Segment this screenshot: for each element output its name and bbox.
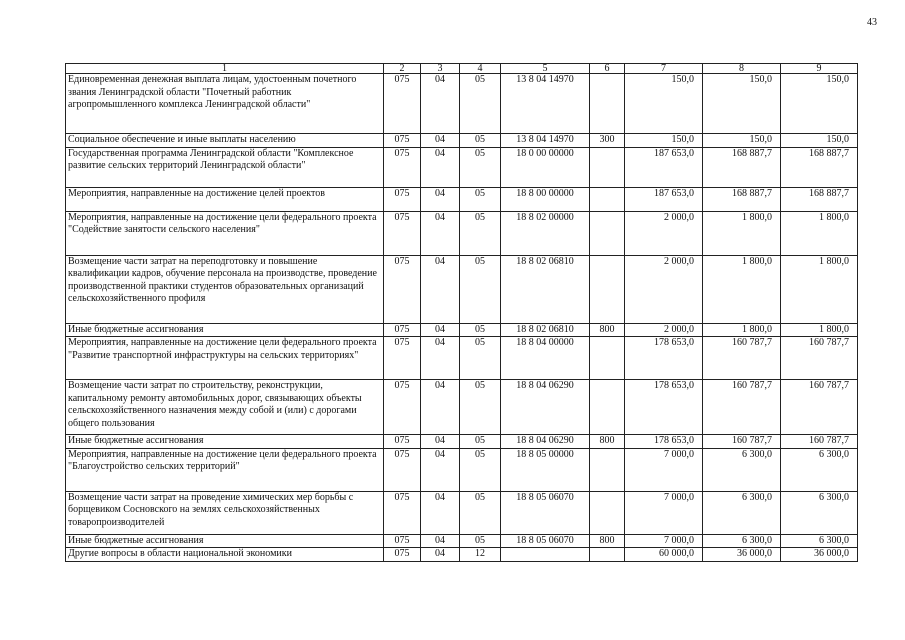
cell-expense-type [590, 491, 625, 534]
cell-ministry: 075 [384, 323, 421, 337]
cell-section: 04 [421, 448, 460, 491]
cell-ministry: 075 [384, 147, 421, 187]
row-description: Социальное обеспечение и иные выплаты населению [66, 134, 384, 148]
row-description: Возмещение части затрат по строительству, реконструкции, капитальному ремонту автомобильных дорог, связывающих объекты сельскохозяйственного назначения между собой и (или) с дорогами общего пользования [66, 380, 384, 435]
cell-amount-col8: 150,0 [703, 134, 781, 148]
table-row [66, 435, 858, 449]
row-description: Иные бюджетные ассигнования [66, 534, 384, 548]
cell-amount-col7: 60 000,0 [625, 548, 703, 562]
cell-section: 04 [421, 548, 460, 562]
header-cell: 4 [460, 64, 501, 74]
table-row [66, 147, 858, 187]
table-row [66, 380, 858, 435]
cell-amount-col7: 2 000,0 [625, 255, 703, 323]
table-row [66, 187, 858, 211]
row-description: Иные бюджетные ассигнования [66, 435, 384, 449]
cell-amount-col7: 150,0 [625, 74, 703, 134]
cell-section: 04 [421, 187, 460, 211]
cell-amount-col9: 1 800,0 [781, 255, 858, 323]
table-row [66, 548, 858, 562]
header-cell: 7 [625, 64, 703, 74]
cell-section: 04 [421, 534, 460, 548]
header-cell: 3 [421, 64, 460, 74]
row-description: Мероприятия, направленные на достижение цели федерального проекта "Развитие транспортной инфраструктуры на сельских территориях" [66, 337, 384, 380]
cell-amount-col8: 160 787,7 [703, 435, 781, 449]
cell-amount-col8: 168 887,7 [703, 187, 781, 211]
row-description: Возмещение части затрат на переподготовку и повышение квалификации кадров, обучение персонала на производстве, проведение производственной практики студентов образовательных организаций сельскохозяйственного профиля [66, 255, 384, 323]
cell-target-article [501, 548, 590, 562]
cell-target-article: 18 8 02 06810 [501, 255, 590, 323]
cell-amount-col7: 178 653,0 [625, 380, 703, 435]
cell-expense-type: 300 [590, 134, 625, 148]
cell-ministry: 075 [384, 255, 421, 323]
cell-expense-type [590, 255, 625, 323]
cell-section: 04 [421, 380, 460, 435]
cell-target-article: 18 8 02 00000 [501, 211, 590, 255]
table-row [66, 448, 858, 491]
cell-subsection: 05 [460, 147, 501, 187]
cell-ministry: 075 [384, 380, 421, 435]
cell-subsection: 05 [460, 448, 501, 491]
cell-target-article: 18 0 00 00000 [501, 147, 590, 187]
cell-target-article: 18 8 05 06070 [501, 534, 590, 548]
header-cell: 8 [703, 64, 781, 74]
table-row [66, 134, 858, 148]
cell-ministry: 075 [384, 337, 421, 380]
cell-ministry: 075 [384, 491, 421, 534]
cell-expense-type: 800 [590, 534, 625, 548]
table-row [66, 534, 858, 548]
row-description: Иные бюджетные ассигнования [66, 323, 384, 337]
cell-amount-col8: 1 800,0 [703, 255, 781, 323]
cell-section: 04 [421, 491, 460, 534]
cell-subsection: 05 [460, 187, 501, 211]
cell-section: 04 [421, 211, 460, 255]
cell-amount-col9: 160 787,7 [781, 435, 858, 449]
row-description: Возмещение части затрат на проведение химических мер борьбы с борщевиком Сосновского на землях сельскохозяйственных товаропроизводителей [66, 491, 384, 534]
cell-section: 04 [421, 255, 460, 323]
cell-expense-type: 800 [590, 323, 625, 337]
cell-expense-type [590, 74, 625, 134]
cell-ministry: 075 [384, 187, 421, 211]
cell-expense-type [590, 187, 625, 211]
page-number: 43 [867, 17, 877, 28]
cell-amount-col8: 160 787,7 [703, 337, 781, 380]
cell-subsection: 12 [460, 548, 501, 562]
cell-amount-col8: 6 300,0 [703, 491, 781, 534]
cell-amount-col9: 160 787,7 [781, 380, 858, 435]
cell-target-article: 13 8 04 14970 [501, 134, 590, 148]
cell-amount-col7: 7 000,0 [625, 534, 703, 548]
cell-target-article: 13 8 04 14970 [501, 74, 590, 134]
cell-expense-type [590, 448, 625, 491]
cell-target-article: 18 8 00 00000 [501, 187, 590, 211]
cell-amount-col7: 187 653,0 [625, 187, 703, 211]
cell-subsection: 05 [460, 134, 501, 148]
cell-amount-col7: 178 653,0 [625, 337, 703, 380]
row-description: Государственная программа Ленинградской области "Комплексное развитие сельских территорий Ленинградской области" [66, 147, 384, 187]
cell-amount-col8: 150,0 [703, 74, 781, 134]
cell-ministry: 075 [384, 448, 421, 491]
cell-amount-col7: 2 000,0 [625, 323, 703, 337]
cell-amount-col9: 168 887,7 [781, 187, 858, 211]
row-description: Другие вопросы в области национальной экономики [66, 548, 384, 562]
cell-expense-type [590, 147, 625, 187]
row-description: Мероприятия, направленные на достижение цели федерального проекта "Благоустройство сельских территорий" [66, 448, 384, 491]
cell-amount-col9: 150,0 [781, 74, 858, 134]
cell-subsection: 05 [460, 211, 501, 255]
cell-target-article: 18 8 05 06070 [501, 491, 590, 534]
table-row [66, 337, 858, 380]
cell-section: 04 [421, 337, 460, 380]
cell-target-article: 18 8 04 06290 [501, 435, 590, 449]
cell-amount-col8: 6 300,0 [703, 534, 781, 548]
cell-ministry: 075 [384, 134, 421, 148]
cell-target-article: 18 8 04 00000 [501, 337, 590, 380]
cell-expense-type [590, 337, 625, 380]
cell-amount-col7: 187 653,0 [625, 147, 703, 187]
cell-amount-col9: 1 800,0 [781, 323, 858, 337]
cell-target-article: 18 8 02 06810 [501, 323, 590, 337]
cell-expense-type [590, 380, 625, 435]
budget-table [65, 63, 858, 562]
cell-amount-col7: 7 000,0 [625, 491, 703, 534]
row-description: Мероприятия, направленные на достижение целей проектов [66, 187, 384, 211]
cell-amount-col7: 7 000,0 [625, 448, 703, 491]
table-row [66, 255, 858, 323]
row-description: Единовременная денежная выплата лицам, удостоенным почетного звания Ленинградской области "Почетный работник агропромышленного комплекса Ленинградской области" [66, 74, 384, 134]
header-cell: 2 [384, 64, 421, 74]
header-row [66, 64, 858, 74]
cell-section: 04 [421, 323, 460, 337]
cell-amount-col9: 160 787,7 [781, 337, 858, 380]
cell-subsection: 05 [460, 534, 501, 548]
cell-subsection: 05 [460, 255, 501, 323]
cell-amount-col8: 6 300,0 [703, 448, 781, 491]
cell-ministry: 075 [384, 435, 421, 449]
cell-amount-col7: 2 000,0 [625, 211, 703, 255]
header-cell: 5 [501, 64, 590, 74]
cell-subsection: 05 [460, 380, 501, 435]
cell-amount-col9: 150,0 [781, 134, 858, 148]
cell-expense-type [590, 548, 625, 562]
cell-amount-col8: 1 800,0 [703, 323, 781, 337]
cell-ministry: 075 [384, 548, 421, 562]
cell-amount-col7: 150,0 [625, 134, 703, 148]
row-description: Мероприятия, направленные на достижение цели федерального проекта "Содействие занятости сельского населения" [66, 211, 384, 255]
cell-amount-col8: 36 000,0 [703, 548, 781, 562]
cell-subsection: 05 [460, 337, 501, 380]
cell-ministry: 075 [384, 534, 421, 548]
cell-section: 04 [421, 134, 460, 148]
cell-amount-col9: 6 300,0 [781, 491, 858, 534]
cell-amount-col9: 6 300,0 [781, 448, 858, 491]
header-cell: 1 [66, 64, 384, 74]
header-cell: 6 [590, 64, 625, 74]
cell-amount-col9: 36 000,0 [781, 548, 858, 562]
cell-amount-col8: 1 800,0 [703, 211, 781, 255]
cell-target-article: 18 8 05 00000 [501, 448, 590, 491]
cell-subsection: 05 [460, 74, 501, 134]
cell-expense-type [590, 211, 625, 255]
header-cell: 9 [781, 64, 858, 74]
cell-ministry: 075 [384, 74, 421, 134]
table-row [66, 74, 858, 134]
cell-amount-col9: 168 887,7 [781, 147, 858, 187]
table-row [66, 491, 858, 534]
cell-amount-col9: 1 800,0 [781, 211, 858, 255]
table-row [66, 323, 858, 337]
cell-amount-col8: 168 887,7 [703, 147, 781, 187]
cell-ministry: 075 [384, 211, 421, 255]
table-row [66, 211, 858, 255]
cell-section: 04 [421, 435, 460, 449]
cell-amount-col8: 160 787,7 [703, 380, 781, 435]
cell-target-article: 18 8 04 06290 [501, 380, 590, 435]
cell-subsection: 05 [460, 323, 501, 337]
cell-amount-col9: 6 300,0 [781, 534, 858, 548]
cell-subsection: 05 [460, 491, 501, 534]
cell-section: 04 [421, 74, 460, 134]
cell-expense-type: 800 [590, 435, 625, 449]
cell-amount-col7: 178 653,0 [625, 435, 703, 449]
cell-subsection: 05 [460, 435, 501, 449]
cell-section: 04 [421, 147, 460, 187]
